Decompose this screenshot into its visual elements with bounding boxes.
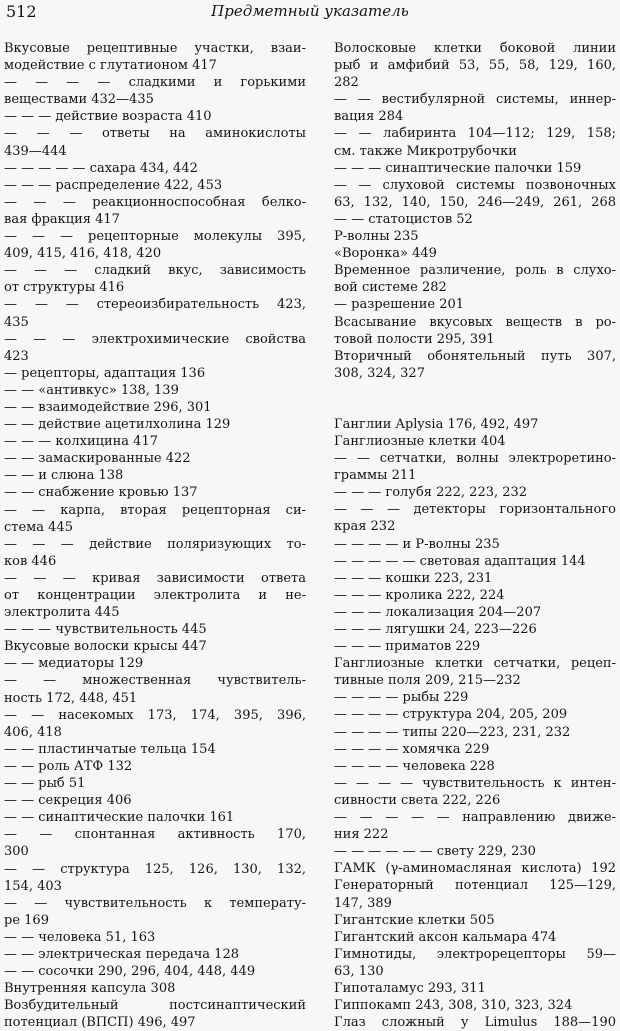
index-line: 154, 403 bbox=[4, 878, 62, 894]
index-line: — — — — и Р-волны 235 bbox=[334, 536, 500, 552]
index-line: — — чувствительность к температу- bbox=[4, 895, 306, 911]
index-line: стема 445 bbox=[4, 519, 73, 535]
index-line: — — — голубя 222, 223, 232 bbox=[334, 485, 528, 501]
page-title: Предметный указатель bbox=[211, 2, 409, 20]
index-line: — — пластинчатые тельца 154 bbox=[4, 741, 216, 757]
index-line: Вторичный обонятельный путь 307, bbox=[334, 348, 616, 364]
index-line: — — и слюна 138 bbox=[4, 468, 124, 484]
index-line: — — снабжение кровью 137 bbox=[4, 485, 198, 501]
index-line: — разрешение 201 bbox=[334, 297, 465, 313]
index-line: Ганглиозные клетки 404 bbox=[334, 433, 506, 449]
index-line: — — вестибулярной системы, иннер- bbox=[334, 92, 616, 108]
index-line: вация 284 bbox=[334, 109, 404, 125]
index-line: — — «антивкус» 138, 139 bbox=[4, 382, 179, 398]
index-line: 439—444 bbox=[4, 143, 67, 159]
index-line: — — — локализация 204—207 bbox=[334, 604, 542, 620]
index-line: ГАМК (γ-аминомасляная кислота) 192 bbox=[334, 861, 616, 877]
index-line: Волосковые клетки боковой линии bbox=[334, 41, 616, 56]
index-line: 300 bbox=[4, 844, 29, 860]
index-line: сивности света 222, 226 bbox=[334, 792, 501, 808]
index-line: 308, 324, 327 bbox=[334, 365, 425, 381]
index-line: 406, 418 bbox=[4, 724, 62, 740]
index-line: Ганглии Aplysia 176, 492, 497 bbox=[334, 416, 539, 432]
index-line: — — карпа, вторая рецепторная си- bbox=[4, 502, 306, 518]
index-line: — — — сладкий вкус, зависимость bbox=[4, 263, 306, 279]
index-line: электролита 445 bbox=[4, 605, 120, 621]
index-line: от концентрации электролита и не- bbox=[4, 588, 306, 603]
index-line: 147, 389 bbox=[334, 895, 392, 911]
index-line: — — — — — направлению движе- bbox=[334, 810, 616, 826]
index-line: 63, 130 bbox=[334, 963, 384, 979]
index-line: — — рыб 51 bbox=[4, 776, 86, 792]
index-line: 409, 415, 416, 418, 420 bbox=[4, 246, 162, 262]
index-line: — — — действие поляризующих то- bbox=[4, 536, 306, 552]
index-line: края 232 bbox=[334, 519, 396, 535]
index-line: — — — синаптические палочки 159 bbox=[334, 160, 582, 176]
index-line: 423 bbox=[4, 348, 29, 364]
index-line: — — — стереоизбирательность 423, bbox=[4, 297, 306, 313]
index-line: товой полости 295, 391 bbox=[334, 331, 495, 347]
index-line: — — — — — сахара 434, 442 bbox=[4, 160, 198, 176]
index-line: граммы 211 bbox=[334, 468, 417, 484]
index-column-left bbox=[4, 40, 306, 1031]
index-line: потенциал (ВПСП) 496, 497 bbox=[4, 1015, 196, 1031]
index-line: — — множественная чувствитель- bbox=[4, 673, 306, 689]
index-line: — — структура 125, 126, 130, 132, bbox=[4, 861, 306, 877]
index-line: — — сетчатки, волны электроретино- bbox=[334, 451, 616, 467]
index-line: — — секреция 406 bbox=[4, 793, 132, 809]
index-line: Генераторный потенциал 125—129, bbox=[334, 878, 616, 894]
index-line: ность 172, 448, 451 bbox=[4, 690, 138, 706]
index-line: ния 222 bbox=[334, 827, 389, 843]
index-line: Глаз сложный у Limulus 188—190 bbox=[334, 1015, 616, 1031]
index-line: — — — кошки 223, 231 bbox=[334, 570, 493, 586]
index-line: Гимнотиды, электрорецепторы 59— bbox=[334, 946, 616, 962]
index-line: — — насекомых 173, 174, 395, 396, bbox=[4, 707, 306, 723]
index-line: Внутренняя капсула 308 bbox=[4, 981, 176, 997]
index-line: рыб и амфибий 53, 55, 58, 129, 160, bbox=[334, 58, 616, 74]
index-line: — — — колхицина 417 bbox=[4, 434, 158, 450]
index-line: Вкусовые рецептивные участки, взаи- bbox=[4, 41, 306, 56]
index-line: — — взаимодействие 296, 301 bbox=[4, 399, 212, 415]
index-line: — — — детекторы горизонтального bbox=[334, 502, 616, 518]
index-line: — — — действие возраста 410 bbox=[4, 109, 212, 125]
page-header bbox=[0, 2, 620, 24]
index-line: — — — лягушки 24, 223—226 bbox=[334, 622, 537, 637]
index-line: — — — рецепторные молекулы 395, bbox=[4, 229, 306, 245]
index-line: — — человека 51, 163 bbox=[4, 929, 156, 945]
index-line: — — — — структура 204, 205, 209 bbox=[334, 707, 568, 723]
index-line bbox=[334, 382, 616, 416]
index-line: Гигантские клетки 505 bbox=[334, 912, 495, 928]
index-line: — — синаптические палочки 161 bbox=[4, 810, 235, 826]
index-column-right bbox=[334, 40, 616, 1031]
index-line: — — медиаторы 129 bbox=[4, 656, 144, 672]
index-line: — — действие ацетилхолина 129 bbox=[4, 417, 231, 433]
index-line: — — — — — — свету 229, 230 bbox=[334, 844, 536, 860]
index-line: веществами 432—435 bbox=[4, 92, 154, 108]
index-line: Гиппокамп 243, 308, 310, 323, 324 bbox=[334, 998, 573, 1014]
index-line: — — — — рыбы 229 bbox=[334, 690, 469, 706]
index-line: Возбудительный постсинаптический bbox=[4, 998, 306, 1014]
index-line: — — — — типы 220—223, 231, 232 bbox=[334, 724, 571, 740]
index-line: — — лабиринта 104—112; 129, 158; bbox=[334, 126, 616, 142]
index-line: — — — — человека 228 bbox=[334, 758, 495, 774]
index-line: — — слуховой системы позвоночных bbox=[334, 177, 616, 193]
page-number: 512 bbox=[6, 2, 37, 21]
index-line: — — роль АТФ 132 bbox=[4, 758, 133, 774]
index-line: — — — — — световая адаптация 144 bbox=[334, 553, 586, 569]
index-line: 282 bbox=[334, 75, 359, 91]
index-line: ков 446 bbox=[4, 553, 57, 569]
index-line: — — — — хомячка 229 bbox=[334, 741, 490, 757]
index-line: от структуры 416 bbox=[4, 280, 125, 296]
index-line: — — статоцистов 52 bbox=[334, 211, 473, 227]
index-line: вая фракция 417 bbox=[4, 211, 120, 227]
index-line: Гигантский аксон кальмара 474 bbox=[334, 929, 557, 945]
index-line: Всасывание вкусовых веществ в ро- bbox=[334, 314, 616, 330]
index-line: Вкусовые волоски крысы 447 bbox=[4, 639, 207, 655]
index-line: — — — кролика 222, 224 bbox=[334, 587, 505, 603]
index-line: Гипоталамус 293, 311 bbox=[334, 980, 486, 996]
index-line: ре 169 bbox=[4, 912, 49, 928]
index-line: Р-волны 235 bbox=[334, 229, 419, 245]
index-line: — — спонтанная активность 170, bbox=[4, 827, 306, 843]
index-line: Ганглиозные клетки сетчатки, рецеп- bbox=[334, 656, 616, 672]
index-line: — — электрическая передача 128 bbox=[4, 946, 239, 962]
index-line: «Воронка» 449 bbox=[334, 246, 437, 262]
index-line: тивные поля 209, 215—232 bbox=[334, 673, 521, 689]
index-line: — — — реакционноспособная белко- bbox=[4, 194, 306, 210]
index-line: — — — ответы на аминокислоты bbox=[4, 126, 306, 142]
index-line: — — — приматов 229 bbox=[334, 639, 481, 655]
index-line: вой системе 282 bbox=[334, 280, 447, 296]
index-line: — — — электрохимические свойства bbox=[4, 331, 306, 347]
index-line: см. также Микротрубочки bbox=[334, 143, 517, 159]
index-line: — рецепторы, адаптация 136 bbox=[4, 365, 206, 381]
index-line: 435 bbox=[4, 314, 29, 330]
index-line: — — — распределение 422, 453 bbox=[4, 177, 223, 193]
index-line: модействие с глутатионом 417 bbox=[4, 58, 217, 74]
index-line: — — — — сладкими и горькими bbox=[4, 75, 306, 91]
index-line: — — сосочки 290, 296, 404, 448, 449 bbox=[4, 964, 256, 980]
index-line: — — — — чувствительность к интен- bbox=[334, 775, 616, 791]
index-line: — — — кривая зависимости ответа bbox=[4, 570, 306, 586]
index-line: 63, 132, 140, 150, 246—249, 261, 268 bbox=[334, 194, 616, 210]
index-line: — — замаскированные 422 bbox=[4, 451, 191, 467]
index-line: Временное различение, роль в слухо- bbox=[334, 263, 616, 279]
index-line: — — — чувствительность 445 bbox=[4, 622, 207, 638]
